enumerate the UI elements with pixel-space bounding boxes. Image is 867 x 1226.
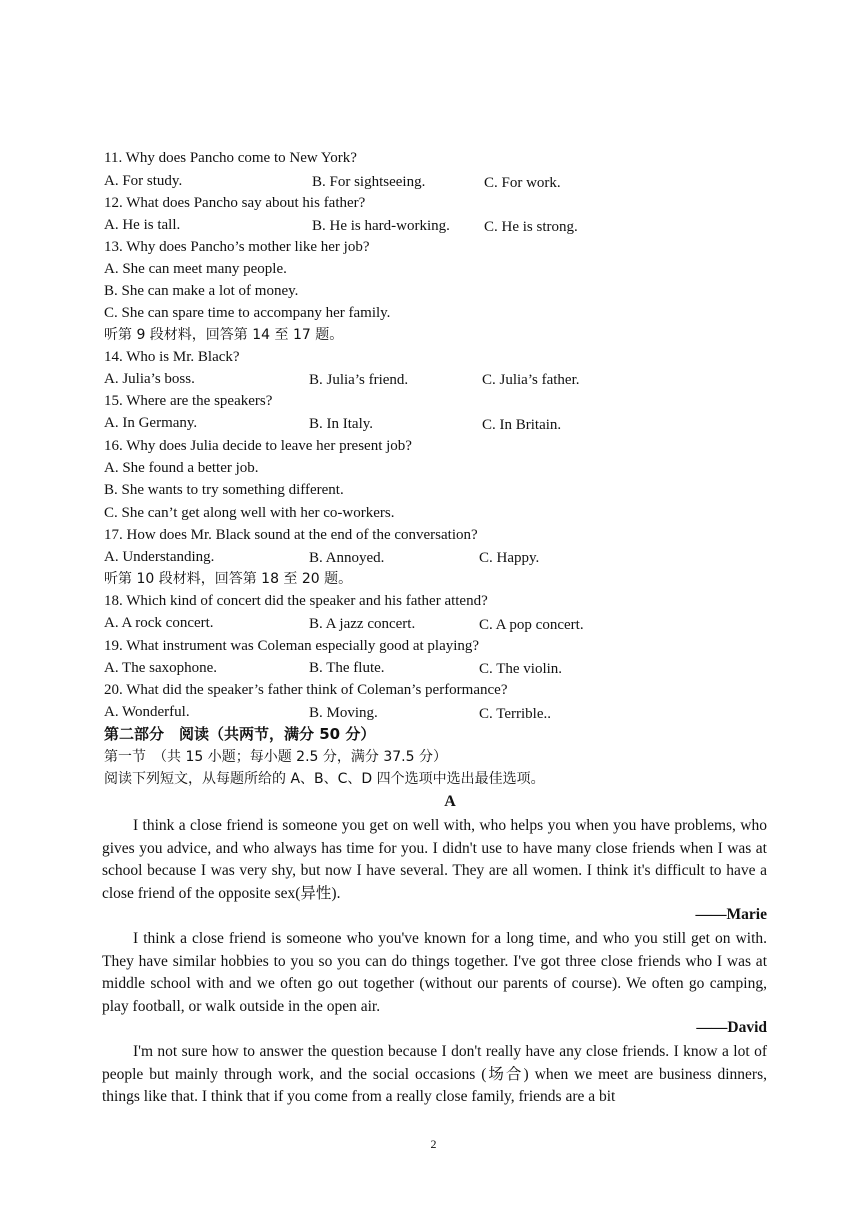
q14-option-c: C. Julia’s father.: [482, 372, 580, 388]
q14-option-b: B. Julia’s friend.: [309, 372, 409, 388]
q20-option-c: C. Terrible..: [479, 706, 551, 722]
question-19: 19. What instrument was Coleman especially good at playing?: [104, 638, 480, 654]
q16-option-b: B. She wants to try something different.: [104, 482, 344, 498]
q18-option-a: A. A rock concert.: [104, 615, 214, 631]
question-11: 11. Why does Pancho come to New York?: [104, 150, 357, 166]
q13-option-a: A. She can meet many people.: [104, 261, 287, 277]
passage-paragraph-3: I'm not sure how to answer the question because I don't really have any close friends. I know a lot of people but mainly through work, and the social occasions (场合) when we meet are business dinners, things like that. I think that if you come from a really close family, friends are a bit: [102, 1043, 767, 1105]
q17-option-b: B. Annoyed.: [309, 550, 385, 566]
question-12: 12. What does Pancho say about his father?: [104, 195, 366, 211]
q17-option-a: A. Understanding.: [104, 549, 215, 565]
q19-option-a: A. The saxophone.: [104, 660, 218, 676]
q16-option-a: A. She found a better job.: [104, 460, 259, 476]
q14-option-a: A. Julia’s boss.: [104, 371, 195, 387]
q11-option-a: A. For study.: [104, 173, 183, 189]
question-16: 16. Why does Julia decide to leave her present job?: [104, 438, 412, 454]
passage-paragraph-2: I think a close friend is someone who you've known for a long time, and who you still get on with. They have similar hobbies to you so you can do things together. I've got three close friends who I was at middle school with and we often go out together (without our parents of course). We often go camping, play football, or walk outside in the open air.: [102, 930, 767, 1015]
question-17: 17. How does Mr. Black sound at the end of the conversation?: [104, 527, 478, 543]
q17-option-c: C. Happy.: [479, 550, 540, 566]
q13-option-c: C. She can spare time to accompany her family.: [104, 305, 391, 321]
q12-option-b: B. He is hard-working.: [312, 218, 450, 234]
q15-option-c: C. In Britain.: [482, 417, 562, 433]
reading-directions: 阅读下列短文，从每题所给的 A、B、C、D 四个选项中选出最佳选项。: [104, 771, 545, 787]
q19-option-b: B. The flute.: [309, 660, 385, 676]
part2-title: 第二部分 阅读（共两节，满分 50 分）: [104, 725, 376, 743]
passage-label: A: [444, 793, 456, 810]
q20-option-a: A. Wonderful.: [104, 704, 190, 720]
instruction-section9: 听第 9 段材料，回答第 14 至 17 题。: [104, 327, 344, 343]
q20-option-b: B. Moving.: [309, 705, 378, 721]
passage-paragraph-1: I think a close friend is someone you get on well with, who helps you when you have problems, who gives you advice, and who always has time for you. I didn't use to have many close friends when I was at school because I was very shy, but now I have several. They are all women. I think it's difficult to have a close friend of the opposite sex(异性).: [102, 817, 767, 902]
q11-option-b: B. For sightseeing.: [312, 174, 426, 190]
question-13: 13. Why does Pancho’s mother like her job?: [104, 239, 370, 255]
q15-option-a: A. In Germany.: [104, 415, 198, 431]
instruction-section10: 听第 10 段材料，回答第 18 至 20 题。: [104, 571, 353, 587]
q15-option-b: B. In Italy.: [309, 416, 374, 432]
question-20: 20. What did the speaker’s father think of Coleman’s performance?: [104, 682, 508, 698]
section1-heading: 第一节 （共 15 小题；每小题 2.5 分，满分 37.5 分）: [104, 749, 447, 765]
q16-option-c: C. She can’t get along well with her co-workers.: [104, 505, 395, 521]
q12-option-a: A. He is tall.: [104, 217, 181, 233]
page-number: 2: [430, 1137, 437, 1151]
q18-option-c: C. A pop concert.: [479, 617, 584, 633]
q13-option-b: B. She can make a lot of money.: [104, 283, 299, 299]
question-18: 18. Which kind of concert did the speaker and his father attend?: [104, 593, 488, 609]
q18-option-b: B. A jazz concert.: [309, 616, 416, 632]
question-14: 14. Who is Mr. Black?: [104, 349, 240, 365]
q19-option-c: C. The violin.: [479, 661, 563, 677]
signature-marie: ——Marie: [695, 906, 767, 923]
q11-option-c: C. For work.: [484, 175, 561, 191]
q12-option-c: C. He is strong.: [484, 219, 578, 235]
question-15: 15. Where are the speakers?: [104, 393, 273, 409]
signature-david: ——David: [696, 1019, 767, 1036]
